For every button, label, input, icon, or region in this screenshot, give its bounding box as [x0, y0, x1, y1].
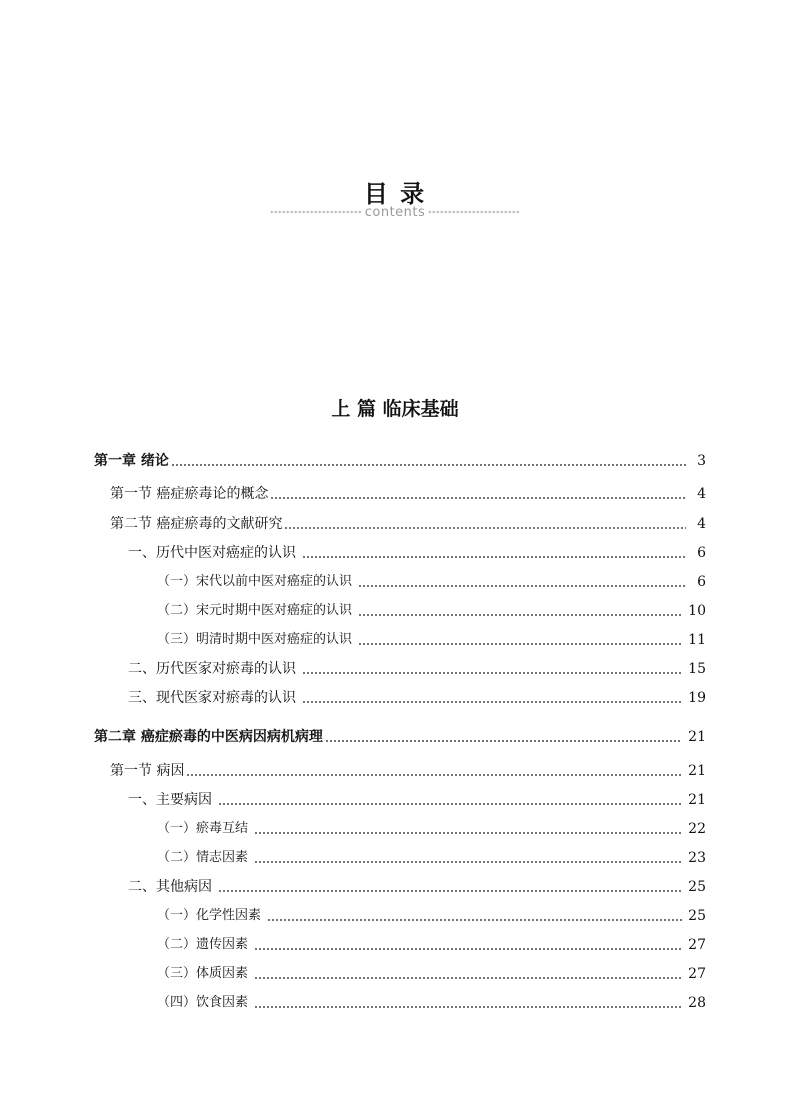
toc-entry-label: （二）遗传因素 — [157, 937, 249, 952]
toc-entry-page: 28 — [688, 995, 706, 1011]
toc-entry-item[interactable] — [128, 659, 706, 679]
toc-entry-page: 11 — [688, 632, 706, 648]
toc-entry-item[interactable] — [128, 790, 706, 810]
toc-entry-section[interactable] — [110, 484, 706, 504]
leader-dots — [284, 527, 686, 529]
toc-entry-subitem[interactable] — [157, 819, 706, 839]
toc-entry-subitem[interactable] — [157, 572, 706, 592]
leader-dots — [254, 861, 682, 863]
toc-entry-page: 3 — [697, 453, 706, 469]
toc-entry-label: 第二节 癌症瘀毒的文献研究 — [110, 516, 283, 532]
leader-dots — [358, 614, 682, 616]
leader-dots — [302, 672, 682, 674]
toc-entry-page: 6 — [697, 574, 706, 590]
page-title: 目 录 — [363, 180, 427, 208]
toc-entry-label: （一）化学性因素 — [157, 908, 262, 923]
right-dot-divider — [428, 210, 520, 214]
leader-dots — [254, 977, 682, 979]
leader-dots — [218, 803, 682, 805]
toc-entry-subitem[interactable] — [157, 630, 706, 650]
toc-entry-label: 一、历代中医对癌症的认识 — [128, 545, 296, 561]
leader-dots — [267, 919, 682, 921]
toc-entry-subitem[interactable] — [157, 993, 706, 1013]
toc-entry-label: 第一节 病因 — [110, 763, 185, 779]
toc-entry-label: 第二章 癌症瘀毒的中医病因病机病理 — [94, 729, 323, 745]
toc-entry-label: 第一章 绪论 — [94, 453, 169, 469]
leader-dots — [325, 740, 682, 742]
toc-entry-subitem[interactable] — [157, 964, 706, 984]
toc-entry-label: （二）宋元时期中医对癌症的认识 — [157, 603, 353, 618]
toc-entry-subitem[interactable] — [157, 906, 706, 926]
toc-entry-page: 27 — [688, 937, 706, 953]
toc-entry-page: 4 — [697, 516, 706, 532]
leader-dots — [358, 643, 682, 645]
toc-entry-page: 22 — [688, 821, 706, 837]
toc-entry-page: 19 — [688, 690, 706, 706]
toc-entry-page: 27 — [688, 966, 706, 982]
toc-entry-page: 15 — [688, 661, 706, 677]
leader-dots — [218, 890, 682, 892]
page-subtitle: contents — [364, 204, 426, 220]
toc-entry-label: 第一节 癌症瘀毒论的概念 — [110, 486, 269, 502]
leader-dots — [171, 464, 686, 466]
toc-entry-label: 一、主要病因 — [128, 792, 212, 808]
leader-dots — [186, 774, 682, 776]
toc-entry-label: （一）瘀毒互结 — [157, 821, 249, 836]
toc-entry-subitem[interactable] — [157, 848, 706, 868]
leader-dots — [302, 556, 686, 558]
leader-dots — [254, 948, 682, 950]
toc-entry-label: （三）体质因素 — [157, 966, 249, 981]
toc-entry-label: （三）明清时期中医对癌症的认识 — [157, 632, 353, 647]
toc-entry-page: 10 — [688, 603, 706, 619]
part-title: 上 篇 临床基础 — [331, 398, 459, 420]
subtitle-row — [270, 203, 520, 221]
leader-dots — [254, 1006, 682, 1008]
toc-entry-page: 4 — [697, 486, 706, 502]
toc-entry-label: （二）情志因素 — [157, 850, 249, 865]
toc-entry-item[interactable] — [128, 543, 706, 563]
toc-entry-item[interactable] — [128, 877, 706, 897]
leader-dots — [358, 585, 686, 587]
toc-entry-section[interactable] — [110, 761, 706, 781]
toc-entry-chapter[interactable] — [94, 727, 706, 747]
toc-entry-page: 6 — [697, 545, 706, 561]
toc-entry-page: 25 — [688, 908, 706, 924]
toc-entry-label: 二、其他病因 — [128, 879, 212, 895]
toc-entry-label: （一）宋代以前中医对癌症的认识 — [157, 574, 353, 589]
toc-entry-page: 25 — [688, 879, 706, 895]
toc-entry-label: 二、历代医家对瘀毒的认识 — [128, 661, 296, 677]
leader-dots — [302, 701, 682, 703]
toc-entry-label: 三、现代医家对瘀毒的认识 — [128, 690, 296, 706]
leader-dots — [254, 832, 682, 834]
left-dot-divider — [270, 210, 362, 214]
toc-entry-section[interactable] — [110, 514, 706, 534]
toc-entry-page: 21 — [688, 729, 706, 745]
toc-entry-item[interactable] — [128, 688, 706, 708]
toc-entry-chapter[interactable] — [94, 451, 706, 471]
toc-entry-page: 21 — [688, 792, 706, 808]
toc-entry-page: 23 — [688, 850, 706, 866]
toc-entry-page: 21 — [688, 763, 706, 779]
toc-entry-subitem[interactable] — [157, 935, 706, 955]
leader-dots — [270, 497, 686, 499]
toc-entry-label: （四）饮食因素 — [157, 995, 249, 1010]
toc-entry-subitem[interactable] — [157, 601, 706, 621]
